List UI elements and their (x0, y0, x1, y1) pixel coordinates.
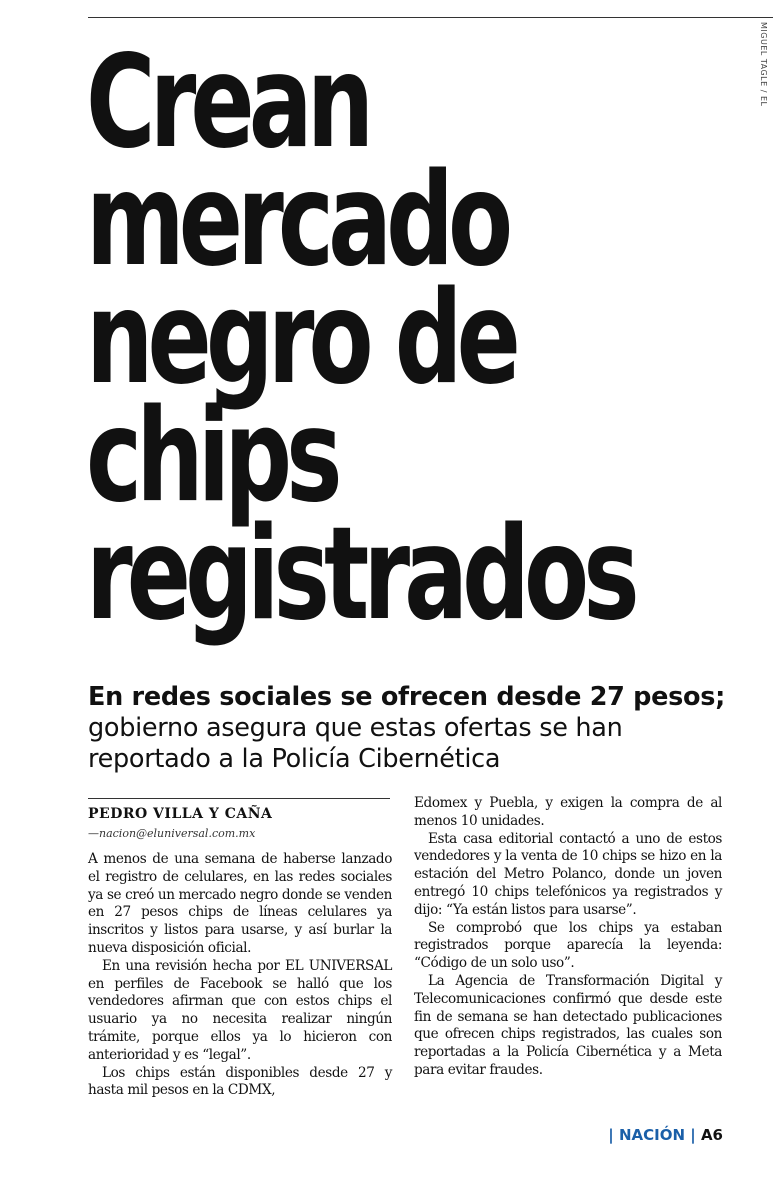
headline (86, 28, 634, 649)
headline-line: Crean (86, 28, 369, 177)
body-paragraph: Se comprobó que los chips ya estaban registrados porque aparecía la leyenda: “Código de un solo uso”. (414, 919, 722, 972)
headline-line: negro de (86, 264, 515, 413)
subhead-regular: gobierno asegura que estas ofertas se han reportado a la Policía Cibernética (88, 713, 623, 774)
photo-credit: MIGUEL TAGLE / EL (759, 22, 768, 107)
body-column-right (414, 795, 722, 1080)
body-paragraph: La Agencia de Transformación Digital y Telecomunicaciones confirmó que desde este fin de semana se han detectado publicaciones que ofrecen chips registrados, las cuales son reportadas a la Policía Cibernética y a Meta para evitar fraudes. (414, 972, 722, 1078)
body-paragraph: Edomex y Puebla, y exigen la compra de al menos 10 unidades. (414, 795, 722, 829)
top-rule (88, 17, 773, 18)
body-paragraph: En una revisión hecha por EL UNIVERSAL en perfiles de Facebook se halló que los vendedores afirman que con estos chips el usuario ya no necesita realizar ningún trámite, porque ellos ya lo hicieron con anterioridad y es “legal”. (88, 957, 392, 1063)
section-footer (608, 1126, 723, 1144)
body-paragraph: Los chips están disponibles desde 27 y hasta mil pesos en la CDMX, (88, 1064, 392, 1099)
subheadline (88, 682, 738, 775)
body-paragraph: Esta casa editorial contactó a uno de estos vendedores y la venta de 10 chips se hizo en la estación del Metro Polanco, donde un joven entregó 10 chips telefónicos ya registrados y dijo: “Ya están listos para usarse”. (414, 830, 722, 918)
headline-line: registrados (86, 500, 634, 649)
byline-email: —nacion@eluniversal.com.mx (88, 827, 256, 840)
section-name: | NACIÓN | (608, 1126, 696, 1144)
subhead-bold: En redes sociales se ofrecen desde 27 pesos; (88, 682, 725, 712)
byline-author: PEDRO VILLA Y CAÑA (88, 806, 273, 822)
body-paragraph: A menos de una semana de haberse lanzado el registro de celulares, en las redes sociales ya se creó un mercado negro donde se venden en 27 pesos chips de líneas celulares ya inscritos y listos para usarse, y así burlar la nueva disposición oficial. (88, 851, 392, 956)
byline-rule (88, 798, 390, 799)
headline-line: chips (86, 382, 337, 531)
headline-line: mercado (86, 146, 508, 295)
body-column-left (88, 851, 392, 1100)
page-number: A6 (700, 1126, 723, 1144)
